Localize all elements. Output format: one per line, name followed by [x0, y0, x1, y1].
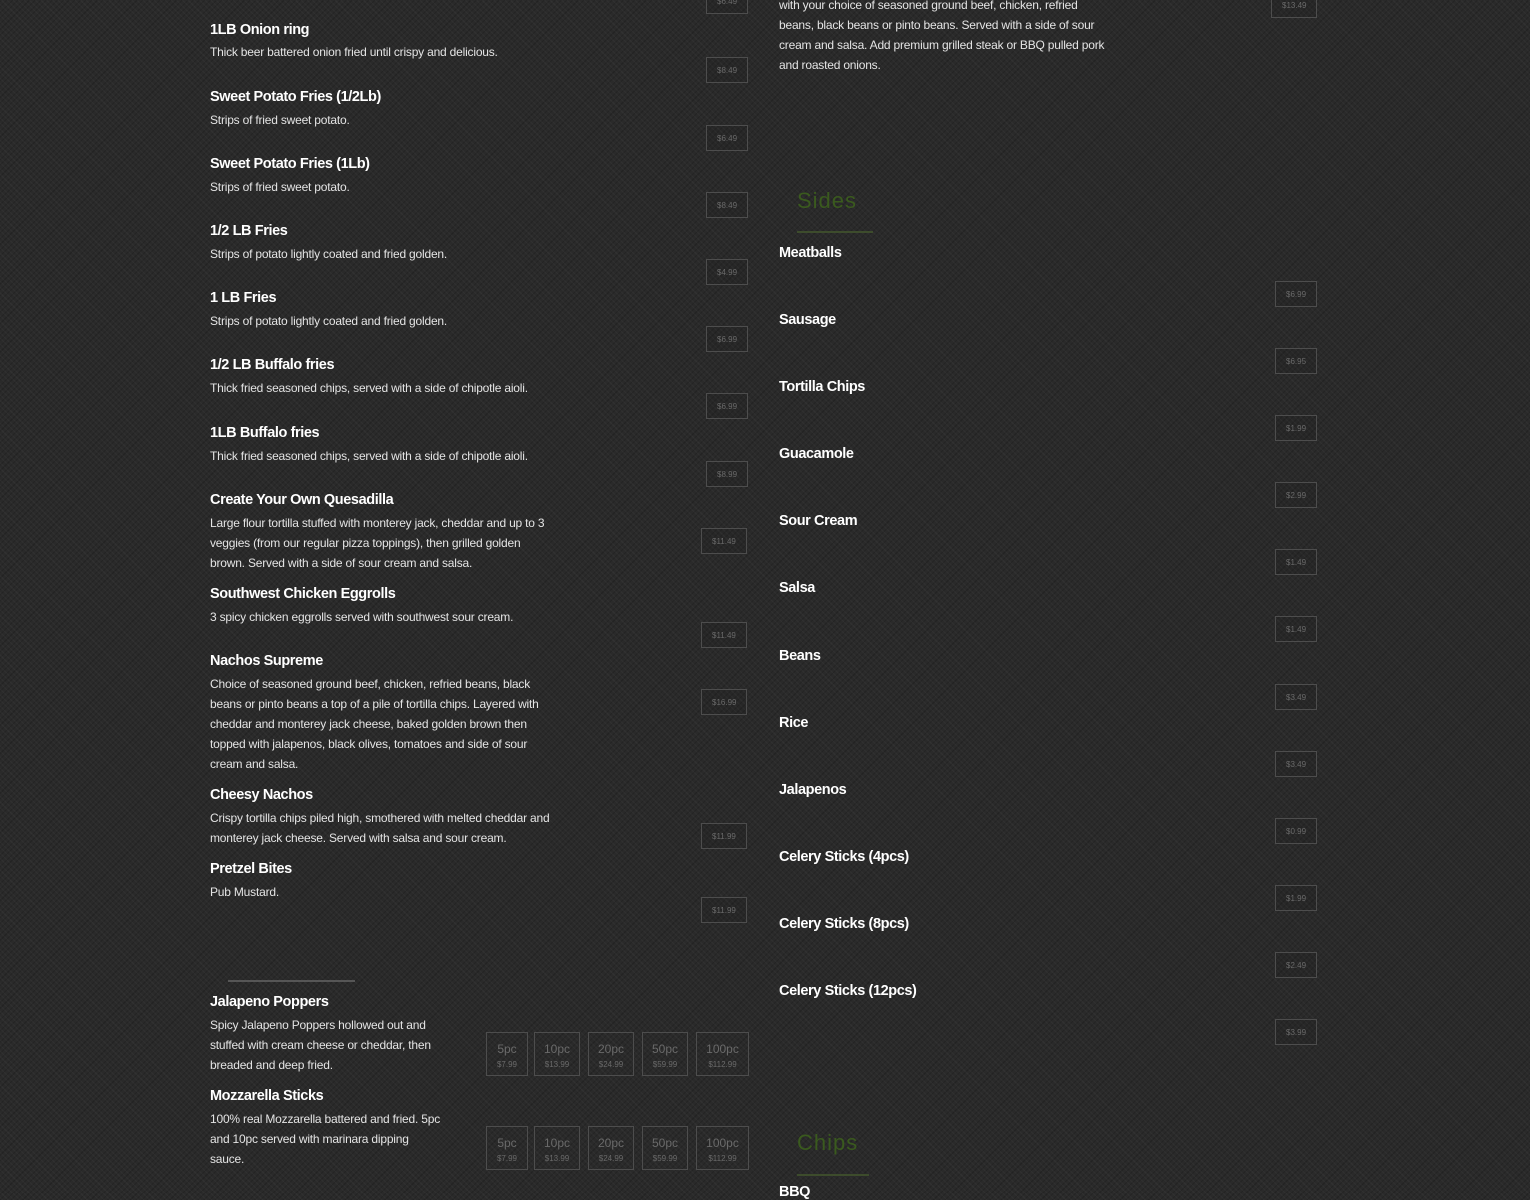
section-title-chips: Chips: [797, 1130, 859, 1155]
size-label: 100pc: [706, 1042, 739, 1056]
size-option-5pc[interactable]: [486, 1032, 528, 1076]
side-item-name: Tortilla Chips: [779, 379, 865, 395]
menu-item-price[interactable]: $11.49: [701, 528, 747, 554]
size-label: 5pc: [497, 1042, 517, 1056]
side-item-name: Celery Sticks (8pcs): [779, 916, 909, 932]
menu-item-desc: Strips of fried sweet potato.: [210, 180, 350, 194]
side-item-name: Jalapenos: [779, 782, 847, 798]
size-price: $24.99: [598, 1154, 624, 1163]
section-title-underline: [797, 1174, 869, 1176]
side-item-price[interactable]: $3.99: [1275, 1019, 1317, 1045]
size-label: 20pc: [597, 1042, 625, 1056]
menu-item-desc: Choice of seasoned ground beef, chicken, refried beans, black beans or pinto beans a top of a pile of tortilla chips. Layered with cheddar and monterey jack cheese, baked golden brown then topped with jalapenos, black olives, tomatoes and side of sour cream and salsa.: [210, 677, 539, 771]
menu-item-name: 1/2 LB Fries: [210, 223, 288, 239]
menu-item-name: Pretzel Bites: [210, 861, 292, 877]
size-price: $112.99: [708, 1154, 737, 1163]
side-item-name: Rice: [779, 715, 809, 731]
size-option-10pc[interactable]: [534, 1032, 580, 1076]
menu-item-price[interactable]: $6.99: [706, 326, 748, 352]
size-label: 10pc: [543, 1042, 571, 1056]
sized-item-desc: 100% real Mozzarella battered and fried. 5pc and 10pc served with marinara dipping sauce.: [210, 1112, 441, 1166]
size-option-5pc[interactable]: [486, 1126, 528, 1170]
menu-item-desc: Strips of potato lightly coated and fried golden.: [210, 314, 448, 328]
size-option-10pc[interactable]: [534, 1126, 580, 1170]
size-label: 50pc: [651, 1136, 679, 1150]
size-price: $13.99: [544, 1060, 570, 1069]
size-price: $7.99: [496, 1060, 518, 1069]
side-item-price[interactable]: $6.99: [1275, 281, 1317, 307]
side-item-name: Celery Sticks (4pcs): [779, 849, 909, 865]
size-price: $59.99: [652, 1154, 678, 1163]
menu-item-desc: with your choice of seasoned ground beef, chicken, refried beans, black beans or pinto beans. Served with a side of sour cream and salsa. Add premium grilled steak or BBQ pulled pork and roasted onions.: [779, 0, 1105, 72]
menu-item-desc: Strips of fried sweet potato.: [210, 113, 350, 127]
size-options: [486, 1032, 749, 1076]
menu-item-name: 1/2 LB Buffalo fries: [210, 357, 335, 373]
menu-item-name: Cheesy Nachos: [210, 787, 313, 803]
section-title-sides: Sides: [797, 188, 858, 213]
menu-item-price[interactable]: $13.49: [1271, 0, 1317, 18]
menu-item-desc: Thick fried seasoned chips, served with a side of chipotle aioli.: [210, 449, 528, 463]
size-option-20pc[interactable]: [588, 1032, 634, 1076]
menu-item-name: 1LB Onion ring: [210, 22, 310, 38]
side-item-price[interactable]: $3.49: [1275, 751, 1317, 777]
side-item-price[interactable]: $2.99: [1275, 482, 1317, 508]
menu-item-name: Southwest Chicken Eggrolls: [210, 586, 396, 602]
menu-item-price[interactable]: $6.99: [706, 393, 748, 419]
side-item-price[interactable]: $1.49: [1275, 549, 1317, 575]
menu-item-price[interactable]: $6.49: [706, 125, 748, 151]
menu-item-price[interactable]: $16.99: [701, 689, 747, 715]
size-price: $112.99: [708, 1060, 737, 1069]
sized-item-desc: Spicy Jalapeno Poppers hollowed out and stuffed with cream cheese or cheddar, then breaded and deep fried.: [210, 1018, 431, 1072]
size-option-100pc[interactable]: [696, 1032, 749, 1076]
side-item-price[interactable]: $0.99: [1275, 818, 1317, 844]
menu-item-price[interactable]: $8.49: [706, 57, 748, 83]
side-item-name: Celery Sticks (12pcs): [779, 983, 917, 999]
menu-item-desc: Pub Mustard.: [210, 885, 279, 899]
size-label: 20pc: [597, 1136, 625, 1150]
menu-item-name: 1 LB Fries: [210, 290, 277, 306]
menu-item-desc: Thick fried seasoned chips, served with a side of chipotle aioli.: [210, 381, 528, 395]
section-title-underline: [797, 231, 873, 233]
side-item-price[interactable]: $3.49: [1275, 684, 1317, 710]
menu-item-price[interactable]: $11.99: [701, 897, 747, 923]
sized-item-name: Jalapeno Poppers: [210, 994, 329, 1010]
size-label: 50pc: [651, 1042, 679, 1056]
menu-item-price[interactable]: $4.99: [706, 259, 748, 285]
size-option-50pc[interactable]: [642, 1032, 688, 1076]
size-price: $24.99: [598, 1060, 624, 1069]
menu-item-desc: Strips of potato lightly coated and fried golden.: [210, 247, 448, 261]
sized-item-name: Mozzarella Sticks: [210, 1088, 324, 1104]
top-cutoff-price[interactable]: $6.49: [706, 0, 748, 14]
menu-item-name: Create Your Own Quesadilla: [210, 492, 394, 508]
side-item-price[interactable]: $6.95: [1275, 348, 1317, 374]
side-item-name: Sour Cream: [779, 513, 858, 529]
size-options: [486, 1126, 749, 1170]
side-item-price[interactable]: $1.49: [1275, 616, 1317, 642]
size-price: $13.99: [544, 1154, 570, 1163]
side-item-price[interactable]: $1.99: [1275, 415, 1317, 441]
menu-item-price[interactable]: $11.49: [701, 622, 747, 648]
size-option-20pc[interactable]: [588, 1126, 634, 1170]
section-divider: [228, 980, 355, 982]
menu-item-price[interactable]: $11.99: [701, 823, 747, 849]
menu-item-name: Nachos Supreme: [210, 653, 323, 669]
menu-item-desc: 3 spicy chicken eggrolls served with southwest sour cream.: [210, 610, 514, 624]
side-item-name: Guacamole: [779, 446, 854, 462]
side-item-price[interactable]: $1.99: [1275, 885, 1317, 911]
menu-item-price[interactable]: $8.49: [706, 192, 748, 218]
side-item-name: Sausage: [779, 312, 836, 328]
side-item-name: Meatballs: [779, 245, 842, 261]
menu-item-name: Sweet Potato Fries (1Lb): [210, 156, 370, 172]
menu-item-price[interactable]: $8.99: [706, 461, 748, 487]
size-price: $7.99: [496, 1154, 518, 1163]
side-item-name: Salsa: [779, 580, 815, 596]
size-option-50pc[interactable]: [642, 1126, 688, 1170]
chips-item-name: BBQ: [779, 1184, 811, 1200]
menu-item-desc: Crispy tortilla chips piled high, smothered with melted cheddar and monterey jack cheese. Served with salsa and sour cream.: [210, 811, 550, 845]
menu-item-name: Sweet Potato Fries (1/2Lb): [210, 89, 381, 105]
size-label: 100pc: [706, 1136, 739, 1150]
side-item-name: Beans: [779, 648, 821, 664]
menu-item-desc: Large flour tortilla stuffed with monterey jack, cheddar and up to 3 veggies (from our regular pizza toppings), then grilled golden brown. Served with a side of sour cream and salsa.: [210, 516, 545, 570]
menu-item-name: 1LB Buffalo fries: [210, 425, 320, 441]
size-label: 5pc: [497, 1136, 517, 1150]
menu-item-desc: Thick beer battered onion fried until crispy and delicious.: [210, 45, 498, 59]
size-price: $59.99: [652, 1060, 678, 1069]
side-item-price[interactable]: $2.49: [1275, 952, 1317, 978]
size-label: 10pc: [543, 1136, 571, 1150]
size-option-100pc[interactable]: [696, 1126, 749, 1170]
